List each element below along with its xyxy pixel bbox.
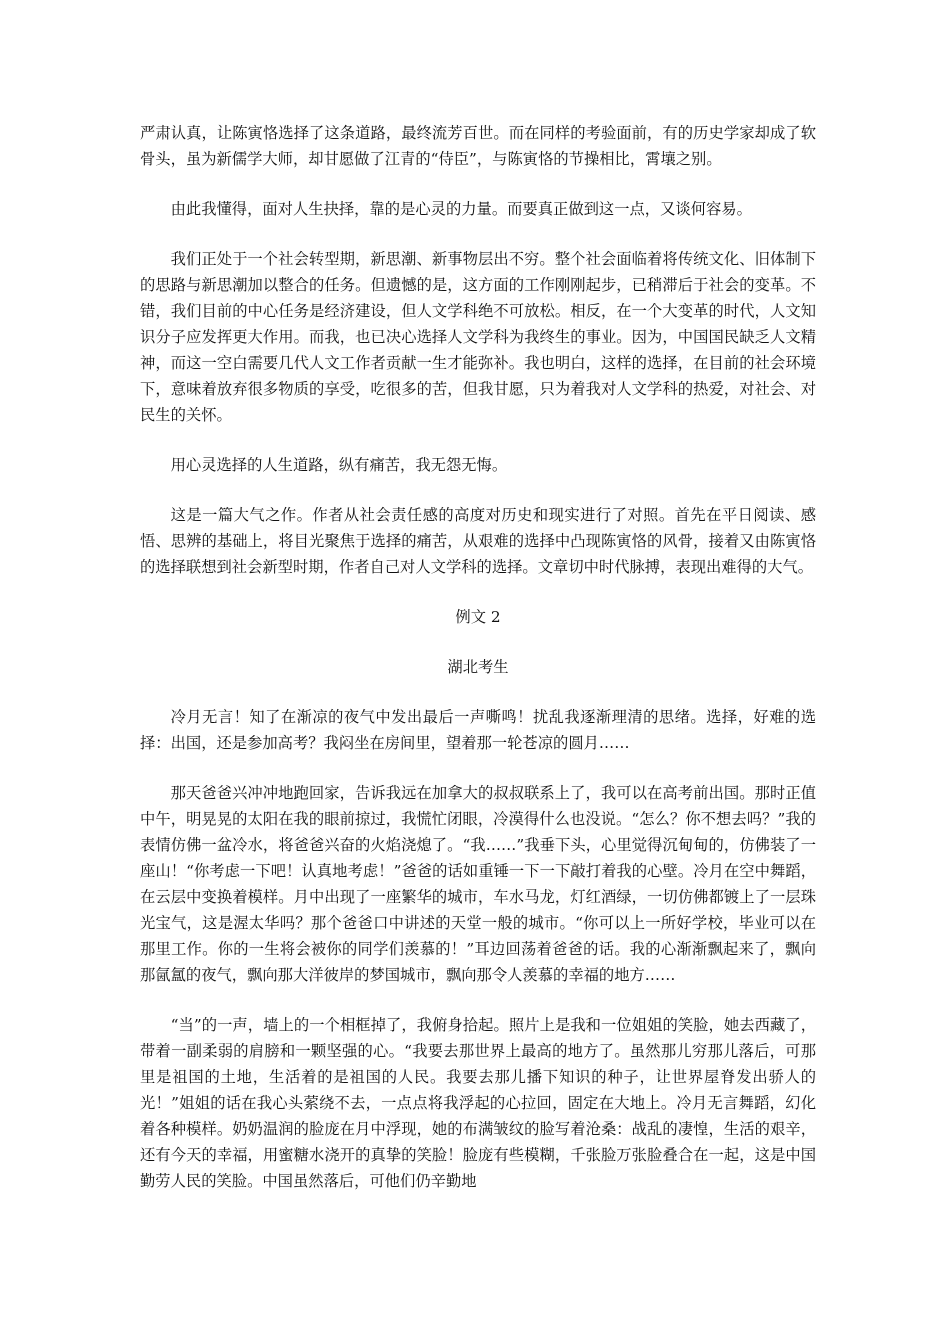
paragraph: 我们正处于一个社会转型期，新思潮、新事物层出不穷。整个社会面临着将传统文化、旧体制下的思路与新思潮加以整合的任务。但遗憾的是，这方面的工作刚刚起步，已稍滞后于社会的变革。不错，我们目前的中心任务是经济建设，但人文学科绝不可放松。相反，在一个大变革的时代，人文知识分子应发挥更大作用。而我，也已决心选择人文学科为我终生的事业。因为，中国国民缺乏人文精神，而这一空白需要几代人文工作者贡献一生才能弥补。我也明白，这样的选择，在目前的社会环境下，意味着放弃很多物质的享受，吃很多的苦，但我甘愿，只为着我对人文学科的热爱，对社会、对民生的关怀。 — [140, 250, 816, 424]
commentary-paragraph: 这是一篇大气之作。作者从社会责任感的高度对历史和现实进行了对照。首先在平日阅读、感悟、思辨的基础上，将目光聚焦于选择的痛苦，从艰难的选择中凸现陈寅恪的风骨，接着又由陈寅恪的选择联想到社会新型时期，作者自己对人文学科的选择。文章切中时代脉搏，表现出难得的大气。 — [140, 506, 816, 576]
author-label: 湖北考生 — [447, 658, 509, 676]
essay-paragraph: 那天爸爸兴冲冲地跑回家，告诉我远在加拿大的叔叔联系上了，我可以在高考前出国。那时正值中午，明晃晃的太阳在我的眼前掠过，我慌忙闭眼，冷漠得什么也没说。“怎么？你不想去吗？”我的表情仿佛一盆冷水，将爸爸兴奋的火焰浇熄了。“我……”我垂下头，心里觉得沉甸甸的，仿佛装了一座山！“你考虑一下吧！认真地考虑！”爸爸的话如重锤一下一下敲打着我的心壁。冷月在空中舞蹈，在云层中变换着模样。月中出现了一座繁华的城市，车水马龙，灯红酒绿，一切仿佛都镀上了一层珠光宝气，这是渥太华吗？那个爸爸口中讲述的天堂一般的城市。“你可以上一所好学校，毕业可以在那里工作。你的一生将会被你的同学们羡慕的！”耳边回荡着爸爸的话。我的心渐渐飘起来了，飘向那氤氲的夜气，飘向那大洋彼岸的梦国城市，飘向那令人羡慕的幸福的地方…… — [140, 784, 816, 984]
paragraph: 由此我懂得，面对人生抉择，靠的是心灵的力量。而要真正做到这一点，又谈何容易。 — [170, 200, 752, 218]
essay-paragraph: “当”的一声，墙上的一个相框掉了，我俯身拾起。照片上是我和一位姐姐的笑脸，她去西藏了，带着一副柔弱的肩膀和一颗坚强的心。“我要去那世界上最高的地方了。虽然那儿穷那儿落后，可那里是祖国的土地，生活着的是祖国的人民。我要去那儿播下知识的种子，让世界屋脊发出骄人的光！”姐姐的话在我心头萦绕不去，一点点将我浮起的心拉回，固定在大地上。冷月无言舞蹈，幻化着各种模样。奶奶温润的脸庞在月中浮现，她的布满皱纹的脸写着沧桑：战乱的凄惶，生活的艰辛，还有今天的幸福，用蜜糖水浇开的真挚的笑脸！脸庞有些模糊，千张脸万张脸叠合在一起，这是中国勤劳人民的笑脸。中国虽然落后，可他们仍辛勤地 — [140, 1016, 816, 1190]
paragraph-continuation: 严肃认真，让陈寅恪选择了这条道路，最终流芳百世。而在同样的考验面前，有的历史学家却成了软骨头，虽为新儒学大师，却甘愿做了江青的“侍臣”，与陈寅恪的节操相比，霄壤之别。 — [140, 124, 816, 168]
essay-paragraph: 冷月无言！知了在渐凉的夜气中发出最后一声嘶鸣！扰乱我逐渐理清的思绪。选择，好难的选择：出国，还是参加高考？我闷坐在房间里，望着那一轮苍凉的圆月…… — [140, 708, 816, 752]
paragraph: 用心灵选择的人生道路，纵有痛苦，我无怨无悔。 — [170, 456, 508, 474]
example-title: 例文 2 — [455, 608, 501, 626]
document-page — [140, 120, 816, 1218]
